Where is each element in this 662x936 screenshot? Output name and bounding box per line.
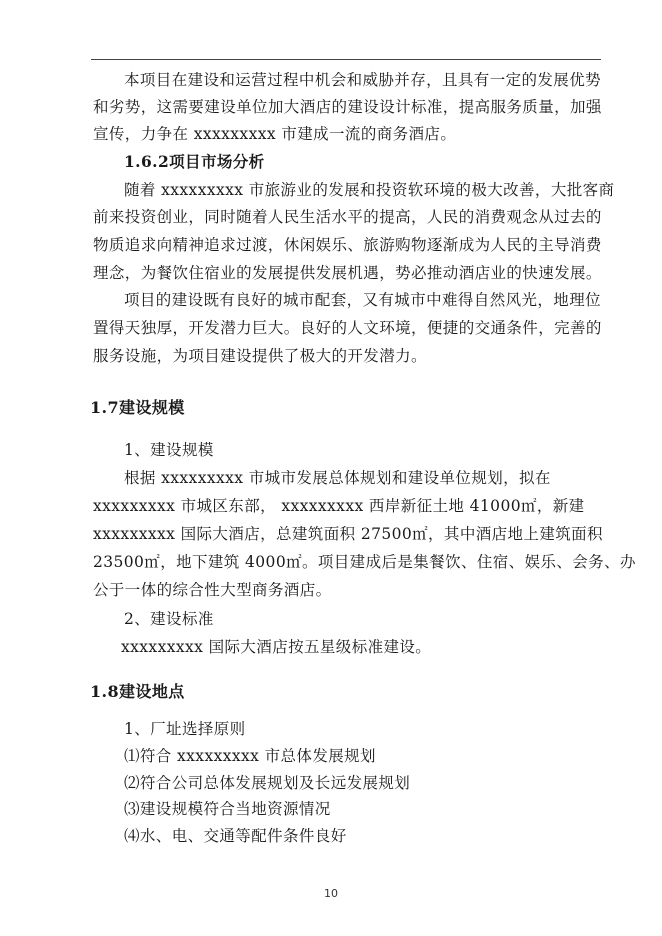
paragraph-line: 随着 xxxxxxxxx 市旅游业的发展和投资软环境的极大改善，大批客商 [124,181,615,199]
section-heading-1-7: 1.7建设规模 [90,398,185,417]
paragraph-line: 根据 xxxxxxxxx 市城市发展总体规划和建设单位规划，拟在 [124,469,551,487]
section-heading-1-8: 1.8建设地点 [90,682,185,701]
paragraph-line: xxxxxxxxx 国际大酒店，总建筑面积 27500㎡，其中酒店地上建筑面积 [93,525,603,543]
paragraph-line: xxxxxxxxx 国际大酒店按五星级标准建设。 [121,638,432,656]
list-heading: 2、建设标准 [124,610,214,628]
paragraph-line: 理念，为餐饮住宿业的发展提供发展机遇，势必推动酒店业的快速发展。 [93,264,602,282]
section-heading-1-6-2: 1.6.2项目市场分析 [124,152,265,171]
paragraph-line: 项目的建设既有良好的城市配套，又有城市中难得自然风光，地理位 [124,291,602,309]
header-rule [91,59,601,60]
list-item: ⑷水、电、交通等配件条件良好 [124,827,347,845]
paragraph-line: 和劣势，这需要建设单位加大酒店的建设设计标准，提高服务质量，加强 [93,98,602,116]
page-number: 10 [324,887,338,900]
paragraph-line: xxxxxxxxx 市城区东部， xxxxxxxxx 西岸新征土地 41000㎡，新建 [93,497,585,515]
paragraph-line: 物质追求向精神追求过渡，休闲娱乐、旅游购物逐渐成为人民的主导消费 [93,236,602,254]
list-item: ⑵符合公司总体发展规划及长远发展规划 [124,774,411,792]
paragraph-line: 23500㎡，地下建筑 4000㎡。项目建成后是集餐饮、住宿、娱乐、会务、办 [93,553,636,571]
list-heading: 1、建设规模 [124,441,214,459]
paragraph-line: 置得天独厚，开发潜力巨大。良好的人文环境，便捷的交通条件，完善的 [93,319,602,337]
list-item: ⑴符合 xxxxxxxxx 市总体发展规划 [124,747,376,765]
paragraph-line: 本项目在建设和运营过程中机会和威胁并存，且具有一定的发展优势 [124,71,602,89]
paragraph-line: 服务设施，为项目建设提供了极大的开发潜力。 [93,347,427,365]
paragraph-line: 宣传，力争在 xxxxxxxxx 市建成一流的商务酒店。 [93,125,457,143]
paragraph-line: 公于一体的综合性大型商务酒店。 [93,581,332,599]
paragraph-line: 前来投资创业，同时随着人民生活水平的提高，人民的消费观念从过去的 [93,208,602,226]
list-heading: 1、厂址选择原则 [124,720,246,738]
list-item: ⑶建设规模符合当地资源情况 [124,800,331,818]
